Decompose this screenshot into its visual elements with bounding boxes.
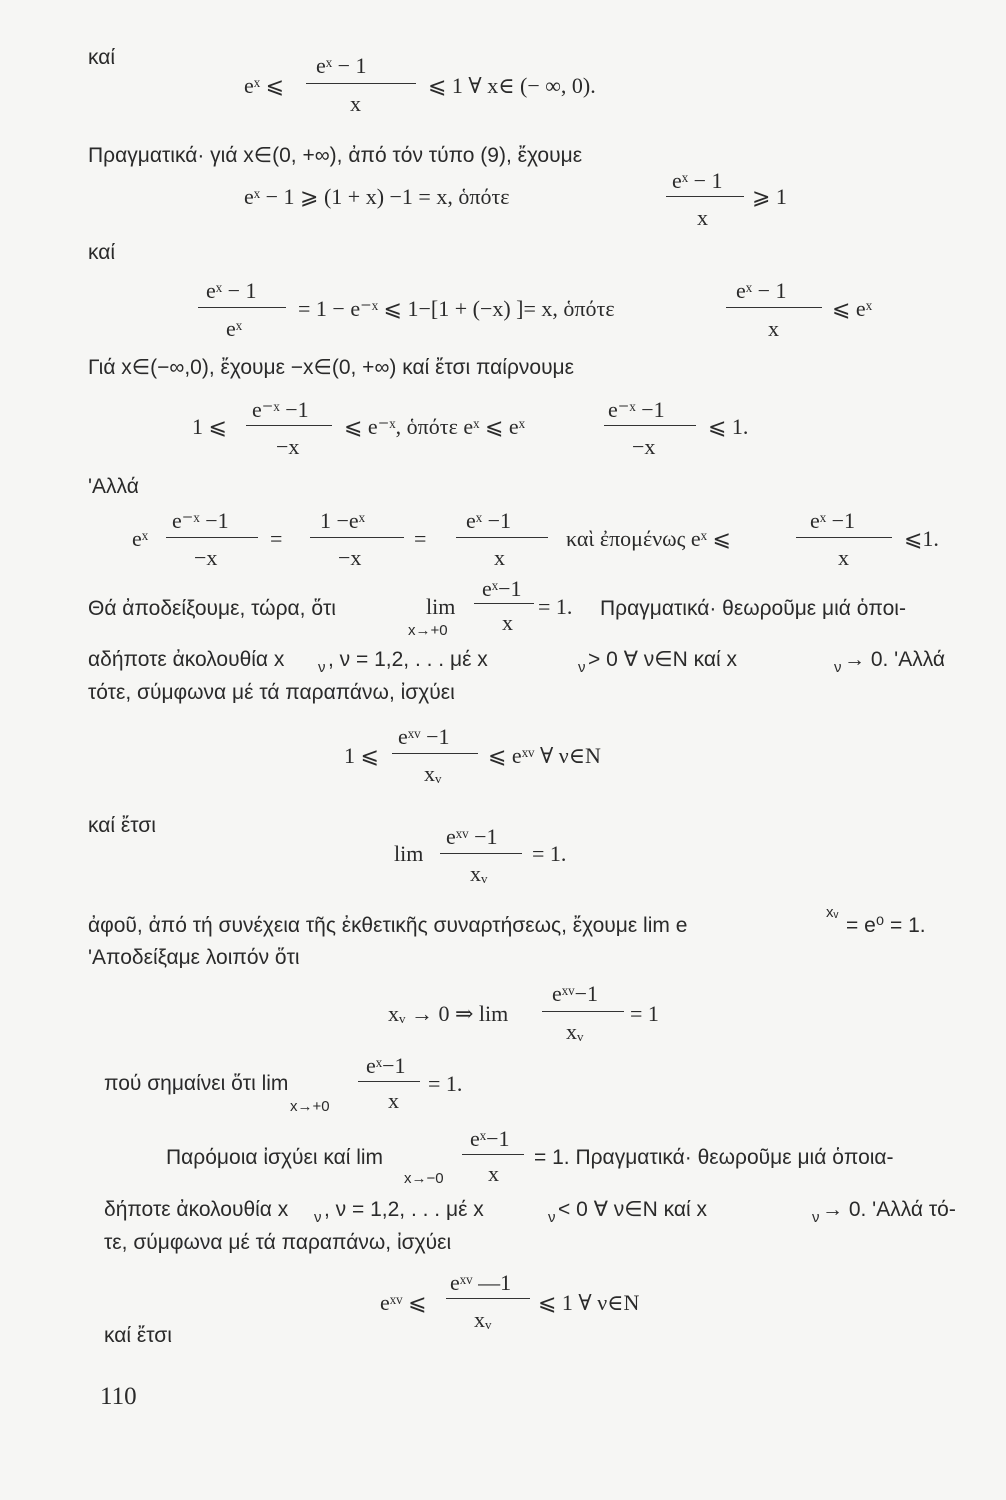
paragraph-line: > 0 ∀ ν∈N καί x (588, 648, 737, 671)
fraction-bar (310, 537, 404, 538)
fraction-bar (306, 83, 416, 84)
paragraph-line: < 0 ∀ ν∈N καί x (558, 1198, 707, 1221)
formula-9-denominator: xᵥ (566, 1019, 584, 1044)
fraction-bar (604, 425, 696, 426)
paragraph-line: αδήποτε ἀκολουθία x (88, 648, 285, 671)
formula-5-numerator-2: 1 −eˣ (320, 508, 366, 533)
formula-5-middle: καὶ ἐπομένως eˣ ⩽ (566, 526, 731, 551)
formula-5-numerator-4: eˣ −1 (810, 508, 856, 533)
subscript-nu: ν (834, 659, 842, 676)
paragraph-line: καί ἔτσι (88, 814, 156, 837)
formula-1-lhs: eˣ ⩽ (244, 73, 285, 98)
paragraph-line: , ν = 1,2, . . . μέ x (328, 648, 488, 671)
fraction-bar (198, 307, 286, 308)
lim-subscript: x→+0 (408, 622, 448, 639)
fraction-bar (796, 537, 892, 538)
fraction-bar (392, 753, 478, 754)
fraction-bar (456, 537, 548, 538)
paragraph-line: → 0. 'Αλλά (844, 648, 946, 671)
paragraph-line: δήποτε ἀκολουθία x (104, 1198, 289, 1221)
word-kai: καί (88, 241, 116, 264)
subscript-nu: ν (318, 659, 326, 676)
formula-4-numerator-2: e⁻ˣ −1 (608, 397, 665, 422)
formula-1-numerator: eˣ − 1 (316, 53, 367, 78)
formula-2-denominator: x (697, 205, 708, 230)
paragraph-line: Πραγματικά· θεωροῦμε μιά ὁποι- (600, 597, 906, 620)
lim-subscript: x→+0 (290, 1098, 330, 1115)
fraction-bar (542, 1011, 624, 1012)
fraction-bar (166, 537, 258, 538)
formula-5-numerator-1: e⁻ˣ −1 (172, 508, 229, 533)
formula-3-middle: = 1 − e⁻ˣ ⩽ 1−[1 + (−x) ]= x, ὁπότε (298, 296, 615, 321)
formula-4-numerator: e⁻ˣ −1 (252, 397, 309, 422)
formula-6-rhs: = 1. (538, 594, 573, 619)
lim-word: lim (426, 594, 456, 619)
formula-4-rhs: ⩽ 1. (708, 414, 749, 439)
fraction-bar (726, 307, 822, 308)
paragraph-line: → 0. 'Αλλά τό- (822, 1198, 956, 1221)
paragraph-line: καί ἔτσι (104, 1324, 172, 1347)
formula-10-numerator: eˣ−1 (366, 1053, 406, 1078)
word-kai: καί (88, 46, 116, 69)
superscript-x-nu: xᵥ (826, 904, 839, 921)
formula-8-denominator: xᵥ (470, 861, 488, 886)
paragraph-line: τότε, σύμφωνα μέ τά παραπάνω, ἰσχύει (88, 681, 455, 704)
fraction-bar (462, 1154, 524, 1155)
formula-8-rhs: = 1. (532, 841, 567, 866)
fraction-bar (446, 1298, 530, 1299)
paragraph-line: 'Αποδείξαμε λοιπόν ὅτι (88, 946, 300, 969)
fraction-bar (666, 196, 744, 197)
fraction-bar (474, 603, 534, 604)
formula-5-denominator-2: −x (338, 545, 362, 570)
formula-12-rhs: ⩽ 1 ∀ ν∈N (538, 1290, 640, 1315)
formula-6-numerator: eˣ−1 (482, 576, 522, 601)
formula-6-denominator: x (502, 610, 513, 635)
paragraph-line: Γιά x∈(−∞,0), ἔχουμε −x∈(0, +∞) καί ἔτσι παίρνουμε (88, 356, 575, 379)
formula-4-lhs: 1 ⩽ (192, 414, 227, 439)
page-number: 110 (100, 1383, 137, 1410)
formula-5-rhs: ⩽1. (904, 526, 939, 551)
paragraph-line: τε, σύμφωνα μέ τά παραπάνω, ἰσχύει (104, 1231, 452, 1254)
formula-3-numerator: eˣ − 1 (206, 278, 257, 303)
formula-5-equals: = (414, 526, 427, 551)
formula-3-rhs: ⩽ eˣ (832, 296, 873, 321)
formula-5-denominator-1: −x (194, 545, 218, 570)
formula-10-rhs: = 1. (428, 1071, 463, 1096)
paragraph-line: πού σημαίνει ὅτι lim (104, 1072, 289, 1095)
formula-11-denominator: x (488, 1161, 499, 1186)
paragraph-line: ἀφοῦ, ἀπό τή συνέχεια τῆς ἐκθετικῆς συναρτήσεως, ἔχουμε lim e (88, 914, 688, 937)
paragraph-line: = 1. Πραγματικά· θεωροῦμε μιά ὁποια- (534, 1146, 894, 1169)
formula-12-denominator: xᵥ (474, 1307, 492, 1332)
paragraph-line: Παρόμοια ἰσχύει καί lim (166, 1146, 384, 1169)
formula-7-denominator: xᵥ (424, 761, 442, 786)
fraction-bar (358, 1081, 420, 1082)
lim-subscript: x→−0 (404, 1170, 444, 1187)
formula-5-equals: = (270, 526, 283, 551)
formula-5-denominator-3: x (494, 545, 505, 570)
formula-9-numerator: eˣᵛ−1 (552, 981, 598, 1006)
paragraph-line: = e⁰ = 1. (846, 914, 926, 937)
subscript-nu: ν (548, 1209, 556, 1226)
formula-9-rhs: = 1 (630, 1001, 659, 1026)
formula-5-denominator-4: x (838, 545, 849, 570)
paragraph-line: , ν = 1,2, . . . μέ x (324, 1198, 484, 1221)
paragraph-line: Θά ἀποδείξουμε, τώρα, ὅτι (88, 597, 336, 620)
word-alla: 'Αλλά (88, 475, 139, 498)
formula-5-numerator-3: eˣ −1 (466, 508, 512, 533)
formula-7-rhs: ⩽ eˣᵛ ∀ ν∈N (488, 743, 601, 768)
paragraph-line: Πραγματικά· γιά x∈(0, +∞), ἀπό τόν τύπο (9), ἔχουμε (88, 144, 583, 167)
lim-word: lim (394, 841, 424, 866)
formula-7-numerator: eˣᵛ −1 (398, 724, 450, 749)
formula-12-numerator: eˣᵛ —1 (450, 1270, 512, 1295)
subscript-nu: ν (578, 659, 586, 676)
formula-9-lhs: xᵥ → 0 ⇒ lim (388, 1001, 509, 1026)
formula-11-numerator: eˣ−1 (470, 1126, 510, 1151)
subscript-nu: ν (812, 1209, 820, 1226)
formula-5-prefix: eˣ (132, 526, 149, 551)
formula-3-denominator: eˣ (226, 316, 243, 341)
formula-4-denominator-2: −x (632, 434, 656, 459)
formula-2-numerator: eˣ − 1 (672, 168, 723, 193)
fraction-bar (440, 853, 522, 854)
formula-1-rhs: ⩽ 1 ∀ x∈ (− ∞, 0). (428, 73, 596, 98)
formula-2-lhs: eˣ − 1 ⩾ (1 + x) −1 = x, ὁπότε (244, 184, 510, 209)
formula-4-middle: ⩽ e⁻ˣ, ὁπότε eˣ ⩽ eˣ (344, 414, 526, 439)
formula-1-denominator: x (350, 91, 361, 116)
formula-12-lhs: eˣᵛ ⩽ (380, 1290, 427, 1315)
formula-3-denominator-2: x (768, 316, 779, 341)
formula-3-numerator-2: eˣ − 1 (736, 278, 787, 303)
formula-7-lhs: 1 ⩽ (344, 743, 379, 768)
formula-8-numerator: eˣᵛ −1 (446, 824, 498, 849)
formula-2-rhs: ⩾ 1 (752, 184, 787, 209)
fraction-bar (246, 425, 332, 426)
formula-4-denominator: −x (276, 434, 300, 459)
subscript-nu: ν (314, 1209, 322, 1226)
formula-10-denominator: x (388, 1088, 399, 1113)
